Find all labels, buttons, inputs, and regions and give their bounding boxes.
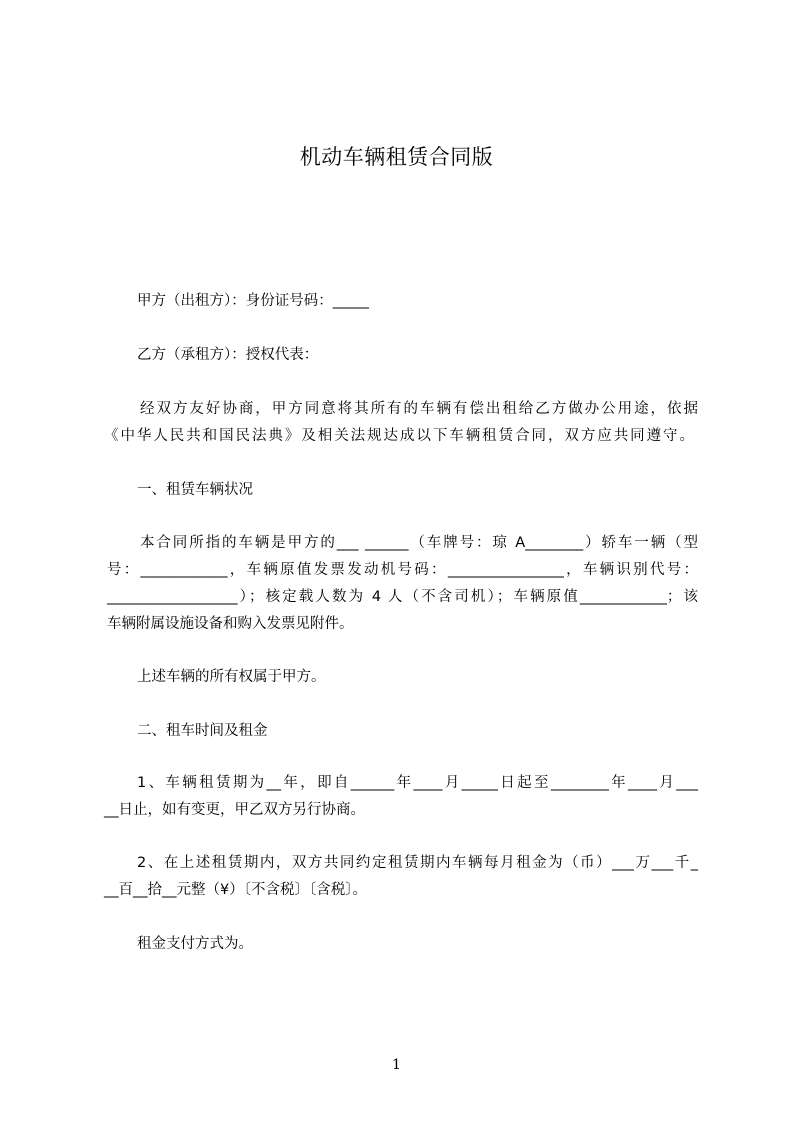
lease-term-line-1: 1、车辆租赁期为__年，即自______年____月_____日起至________年____月___ xyxy=(137,775,698,791)
lease-term-line-2: __日止，如有变更，甲乙双方另行协商。 xyxy=(104,802,365,818)
section-1-para-line-1: 本合同所指的车辆是甲方的___ ______（车牌号：琼 A________）轿车一辆（型 xyxy=(140,535,698,551)
page-number: 1 xyxy=(392,1057,401,1073)
party-a-line: 甲方（出租方）：身份证号码：_____ xyxy=(137,293,369,309)
intro-line-2: 《中华人民共和国民法典》及相关法规达成以下车辆租赁合同，双方应共同遵守。 xyxy=(104,428,694,444)
section-1-heading: 一、租赁车辆状况 xyxy=(137,482,253,498)
intro-line-1: 经双方友好协商，甲方同意将其所有的车辆有偿出租给乙方做办公用途，依据 xyxy=(140,401,698,417)
rent-line-1: 2、在上述租赁期内，双方共同约定租赁期内车辆每月租金为（币）___万___千_ xyxy=(137,855,698,871)
rent-line-2: __百__拾__元整（¥）〔不含税〕〔含税〕。 xyxy=(104,882,367,898)
section-1-para-line-3: __________________）；核定载人数为 4 人（不含司机）；车辆原值____________；该 xyxy=(107,589,698,605)
document-title: 机动车辆租赁合同版 xyxy=(299,145,494,169)
party-b-line: 乙方（承租方）：授权代表： xyxy=(137,347,319,363)
ownership-statement: 上述车辆的所有权属于甲方。 xyxy=(137,669,326,685)
section-1-para-line-2: 号：____________，车辆原值发票发动机号码：________________，车辆识别代号： xyxy=(107,562,698,578)
payment-method-line: 租金支付方式为。 xyxy=(137,936,253,952)
section-1-para-line-4: 车辆附属设施设备和购入发票见附件。 xyxy=(107,616,354,632)
section-2-heading: 二、租车时间及租金 xyxy=(137,723,268,739)
